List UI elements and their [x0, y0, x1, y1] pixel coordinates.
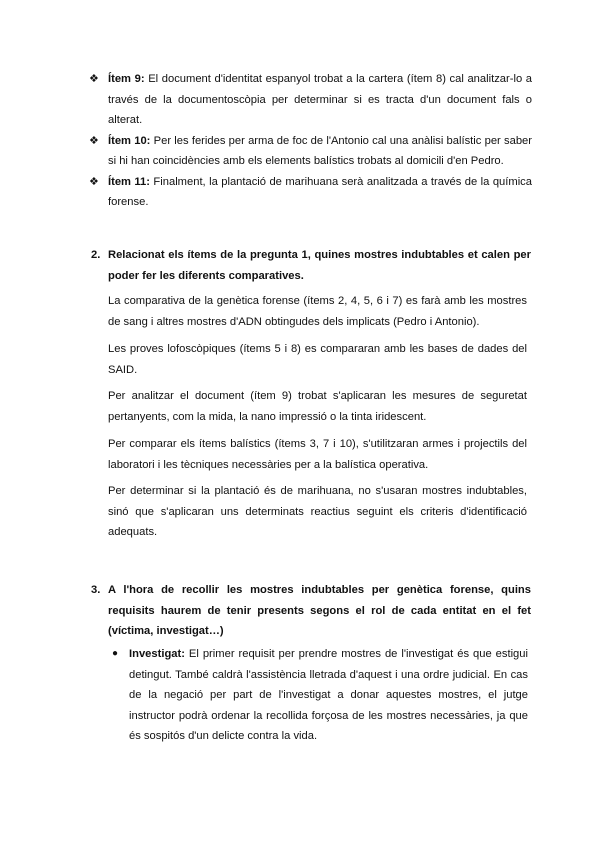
bullet-text: Finalment, la plantació de marihuana serà analitzada a través de la química forense.: [108, 175, 532, 208]
dot-bullet-icon: ●: [112, 648, 119, 659]
bullet-text: Per les ferides per arma de foc de l'Antonio cal una anàlisi balístic per saber si hi han coincidències amb els elements balístics trobats al domicili d'en Pedro.: [108, 134, 533, 167]
question-text: Relacionat els ítems de la pregunta 1, quines mostres indubtables et calen per poder fer les diferents comparatives.: [108, 249, 531, 282]
question-3: [91, 580, 531, 642]
answer-3-label: Investigat:: [129, 648, 185, 660]
bullet-item-10: [89, 131, 533, 172]
bullet-label: Ítem 11:: [108, 175, 150, 188]
bullet-item-11: [89, 172, 532, 213]
diamond-bullet-icon: ❖: [89, 175, 99, 188]
bullet-label: Ítem 9:: [108, 73, 145, 85]
diamond-bullet-icon: ❖: [89, 73, 99, 85]
bullet-item-9: [89, 69, 533, 131]
answer-2-paragraph-4: Per comparar els ítems balístics (ítems 3, 7 i 10), s'utilitzaran armes i projectils del laboratori i les tècniques necessàries per a la balística operativa.: [108, 438, 527, 471]
question-number: 3.: [91, 584, 101, 596]
answer-3-body: El primer requisit per prendre mostres de l'investigat és que estigui detingut. També caldrà l'assistència lletrada d'aquest i una ordre judicial. En cas de la negació per part de l'investigat a donar aquestes mostres, el jutge instructor podrà ordenar la recollida forçosa de les mostres necessàries, ja que és sospitós d'un delicte contra la vida.: [129, 648, 528, 742]
answer-2-paragraph-2: Les proves lofoscòpiques (ítems 5 i 8) es compararan amb les bases de dades del SAID.: [108, 343, 527, 376]
question-number: 2.: [91, 249, 101, 261]
answer-2-paragraph-5: Per determinar si la plantació és de marihuana, no s'usaran mostres indubtables, sinó que s'aplicaran uns determinats reactius seguint els criteris d'identificació adequats.: [108, 485, 527, 538]
bullet-text: El document d'identitat espanyol trobat a la cartera (ítem 8) cal analitzar-lo a través de la documentoscòpia per determinar si es tracta d'un document fals o alterat.: [108, 73, 533, 126]
answer-2-paragraph-1: La comparativa de la genètica forense (ítems 2, 4, 5, 6 i 7) es farà amb les mostres de sang i altres mostres d'ADN obtingudes dels implicats (Pedro i Antonio).: [108, 295, 527, 328]
diamond-bullet-icon: ❖: [89, 134, 99, 147]
bullet-label: Ítem 10:: [108, 134, 151, 147]
item-bullet-list: [89, 69, 533, 213]
question-2: [91, 245, 531, 286]
answer-2-paragraph-3: Per analitzar el document (ítem 9) trobat s'aplicaran les mesures de seguretat pertanyents, com la mida, la nano impressió o la tinta iridescent.: [108, 390, 527, 423]
answer-3-bullet: [112, 644, 528, 747]
answer-3-text: [129, 644, 528, 747]
question-text: A l'hora de recollir les mostres indubtables per genètica forense, quins requisits haurem de tenir presents segons el rol de cada entitat en el fet (víctima, investigat…): [108, 584, 531, 637]
